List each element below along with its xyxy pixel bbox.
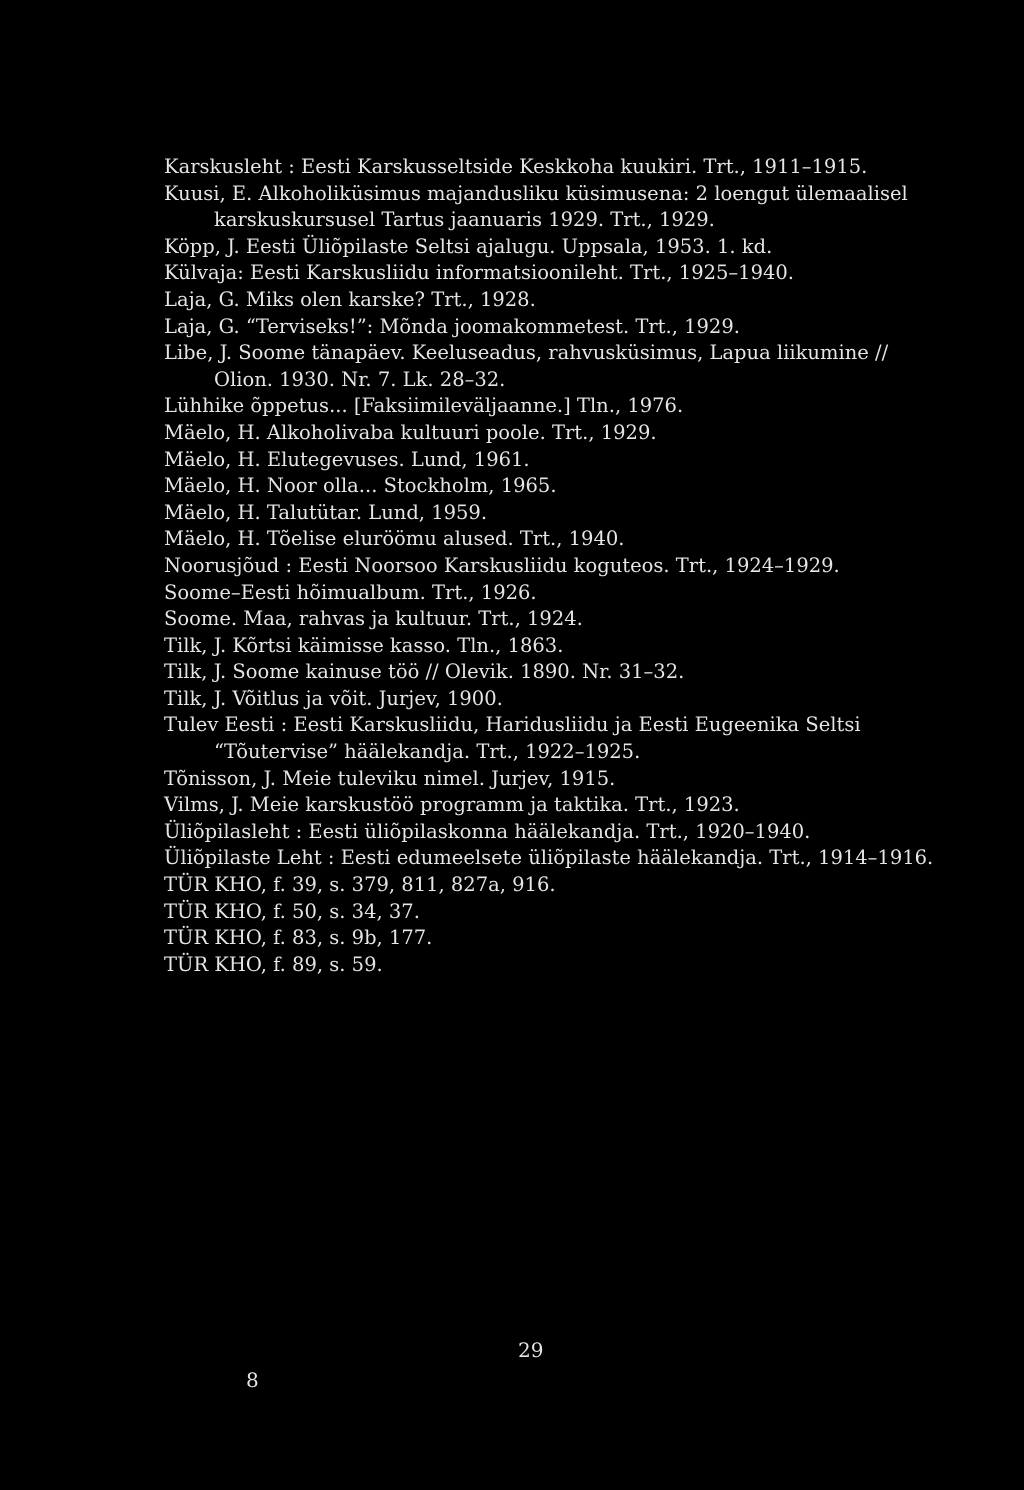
reference-entry: Libe, J. Soome tänapäev. Keeluseadus, rahvusküsimus, Lapua liikumine // Olion. 1930. Nr. 7. Lk. 28–32. (164, 341, 889, 391)
reference-entry: Tulev Eesti : Eesti Karskusliidu, Haridusliidu ja Eesti Eugeenika Seltsi “Tõutervise” häälekandja. Trt., 1922–1925. (164, 713, 861, 764)
reference-entry: Mäelo, H. Elutegevuses. Lund, 1961. (164, 447, 530, 471)
reference-entry: Mäelo, H. Tõelise eluröömu alused. Trt., 1940. (164, 527, 625, 551)
reference-entry: Noorusjõud : Eesti Noorsoo Karskusliidu koguteos. Trt., 1924–1929. (164, 553, 840, 577)
reference-entry: Karskusleht : Eesti Karskusseltside Keskkoha kuukiri. Trt., 1911–1915. (164, 155, 868, 178)
reference-entry: Tilk, J. Kõrtsi käimisse kasso. Tln., 1863. (164, 633, 564, 657)
reference-entry: Mäelo, H. Alkoholivaba kultuuri poole. Trt., 1929. (164, 420, 657, 444)
reference-entry: Mäelo, H. Talutütar. Lund, 1959. (164, 500, 488, 524)
reference-entry: Tilk, J. Võitlus ja võit. Jurjev, 1900. (164, 686, 503, 710)
reference-entry: TÜR KHO, f. 83, s. 9b, 177. (164, 926, 433, 950)
reference-list (164, 154, 934, 978)
reference-entry: Mäelo, H. Noor olla... Stockholm, 1965. (164, 474, 557, 498)
reference-entry: Külvaja: Eesti Karskusliidu informatsioonileht. Trt., 1925–1940. (164, 261, 794, 285)
reference-entry: Üliõpilasleht : Eesti üliõpilaskonna häälekandja. Trt., 1920–1940. (164, 819, 811, 843)
reference-entry: Soome. Maa, rahvas ja kultuur. Trt., 1924. (164, 607, 583, 631)
reference-entry: Soome–Eesti hõimualbum. Trt., 1926. (164, 580, 537, 604)
reference-entry: Laja, G. Miks olen karske? Trt., 1928. (164, 287, 536, 311)
reference-entry: Üliõpilaste Leht : Eesti edumeelsete üliõpilaste häälekandja. Trt., 1914–1916. (164, 846, 934, 870)
reference-entry: Vilms, J. Meie karskustöö programm ja taktika. Trt., 1923. (164, 793, 740, 817)
page-number-right: 29 (518, 1338, 544, 1362)
reference-entry: TÜR KHO, f. 39, s. 379, 811, 827a, 916. (164, 873, 556, 897)
page-number-left: 8 (246, 1368, 259, 1392)
reference-entry: Lühhike õppetus... [Faksiimileväljaanne.] Tln., 1976. (164, 394, 684, 418)
reference-entry: Tõnisson, J. Meie tuleviku nimel. Jurjev, 1915. (164, 766, 616, 790)
reference-entry: TÜR KHO, f. 89, s. 59. (164, 952, 383, 976)
reference-entry: Laja, G. “Terviseks!”: Mõnda joomakommetest. Trt., 1929. (164, 314, 740, 338)
reference-entry: Kuusi, E. Alkoholiküsimus majandusliku küsimusena: 2 loengut ülemaalisel karskuskursusel Tartus jaanuaris 1929. Trt., 1929. (164, 181, 908, 232)
reference-entry: Köpp, J. Eesti Üliõpilaste Seltsi ajalugu. Uppsala, 1953. 1. kd. (164, 234, 773, 258)
reference-entry: TÜR KHO, f. 50, s. 34, 37. (164, 899, 420, 923)
reference-entry: Tilk, J. Soome kainuse töö // Olevik. 1890. Nr. 31–32. (164, 660, 685, 684)
